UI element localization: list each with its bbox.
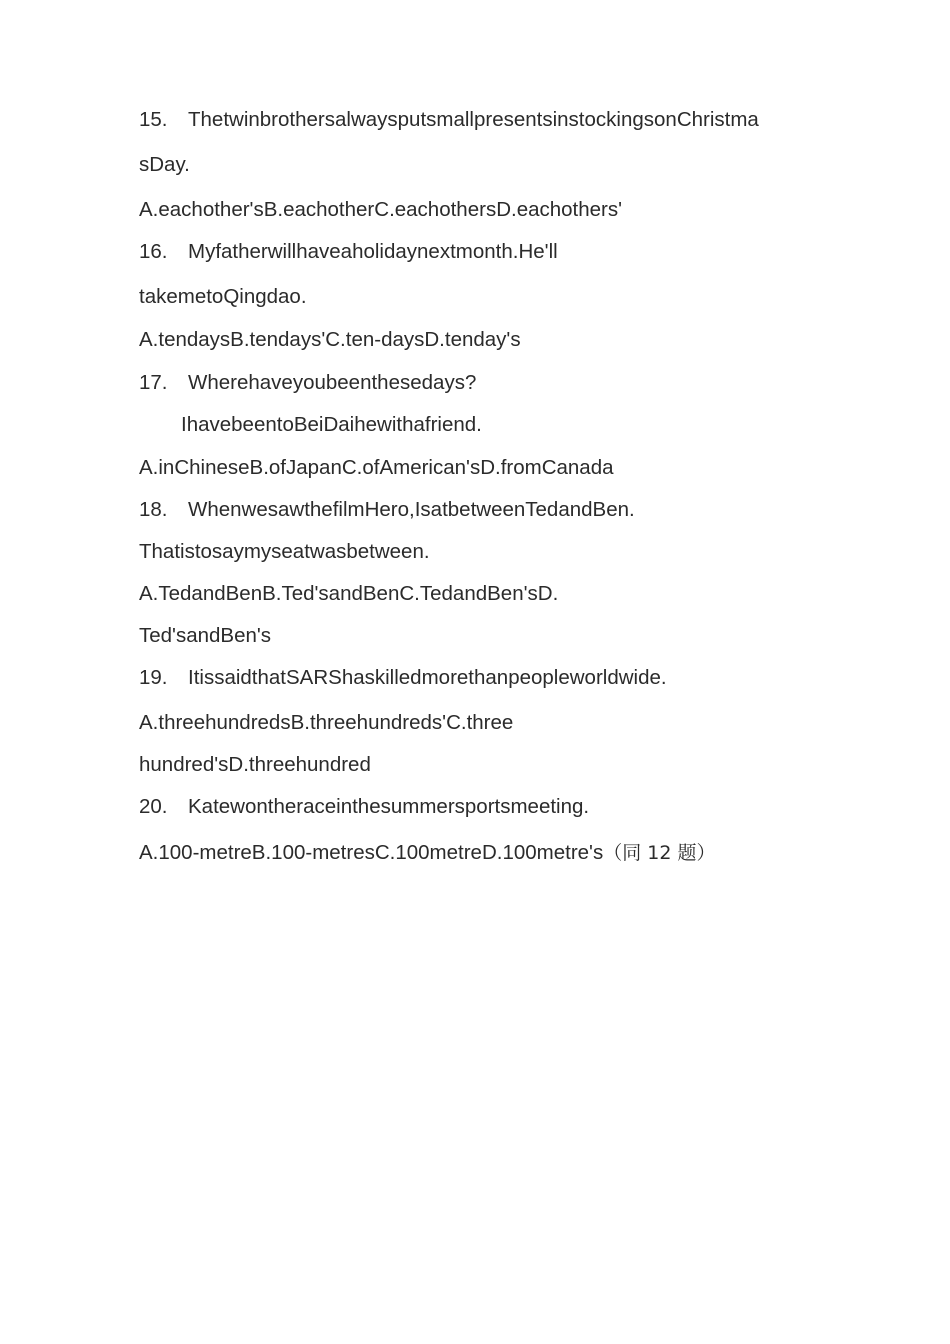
question-19-options-cont: hundred'sD.threehundred xyxy=(139,753,371,776)
question-19-stem xyxy=(139,666,667,690)
question-16-stem xyxy=(139,240,558,264)
question-16-stem-cont: takemetoQingdao. xyxy=(139,285,307,308)
question-text: Wherehaveyoubeenthesedays? xyxy=(188,371,477,394)
question-number: 17. xyxy=(139,371,168,394)
question-15-stem xyxy=(139,108,759,132)
question-number: 20. xyxy=(139,795,168,818)
question-17-options: A.inChineseB.ofJapanC.ofAmerican'sD.fromCanada xyxy=(139,456,614,479)
question-text: WhenwesawthefilmHero,IsatbetweenTedandBen. xyxy=(188,498,635,521)
question-15-stem-cont: sDay. xyxy=(139,153,190,176)
question-number: 16. xyxy=(139,240,168,263)
question-text: Myfatherwillhaveaholidaynextmonth.He'll xyxy=(188,240,558,263)
question-text: Katewontheraceinthesummersportsmeeting. xyxy=(188,795,590,818)
question-18-stem-cont: Thatistosaymyseatwasbetween. xyxy=(139,540,430,563)
question-number: 18. xyxy=(139,498,168,521)
question-20-options xyxy=(139,841,716,865)
reference-note: （同 12 题） xyxy=(603,842,716,864)
question-19-options: A.threehundredsB.threehundreds'C.three xyxy=(139,711,514,734)
question-number: 19. xyxy=(139,666,168,689)
question-18-options-cont: Ted'sandBen's xyxy=(139,624,272,647)
question-17-stem-cont: IhavebeentoBeiDaihewithafriend. xyxy=(181,413,482,436)
question-16-options: A.tendaysB.tendays'C.ten-daysD.tenday's xyxy=(139,328,521,351)
question-number: 15. xyxy=(139,108,168,131)
options-text: A.100-metreB.100-metresC.100metreD.100metre's xyxy=(139,841,604,864)
question-text: ThetwinbrothersalwaysputsmallpresentsinstockingsonChristma xyxy=(188,108,759,131)
question-17-stem xyxy=(139,371,476,395)
question-15-options: A.eachother'sB.eachotherC.eachothersD.eachothers' xyxy=(139,198,623,221)
question-text: ItissaidthatSARShaskilledmorethanpeopleworldwide. xyxy=(188,666,667,689)
question-18-stem xyxy=(139,498,635,522)
question-18-options: A.TedandBenB.Ted'sandBenC.TedandBen'sD. xyxy=(139,582,559,605)
question-20-stem xyxy=(139,795,589,819)
